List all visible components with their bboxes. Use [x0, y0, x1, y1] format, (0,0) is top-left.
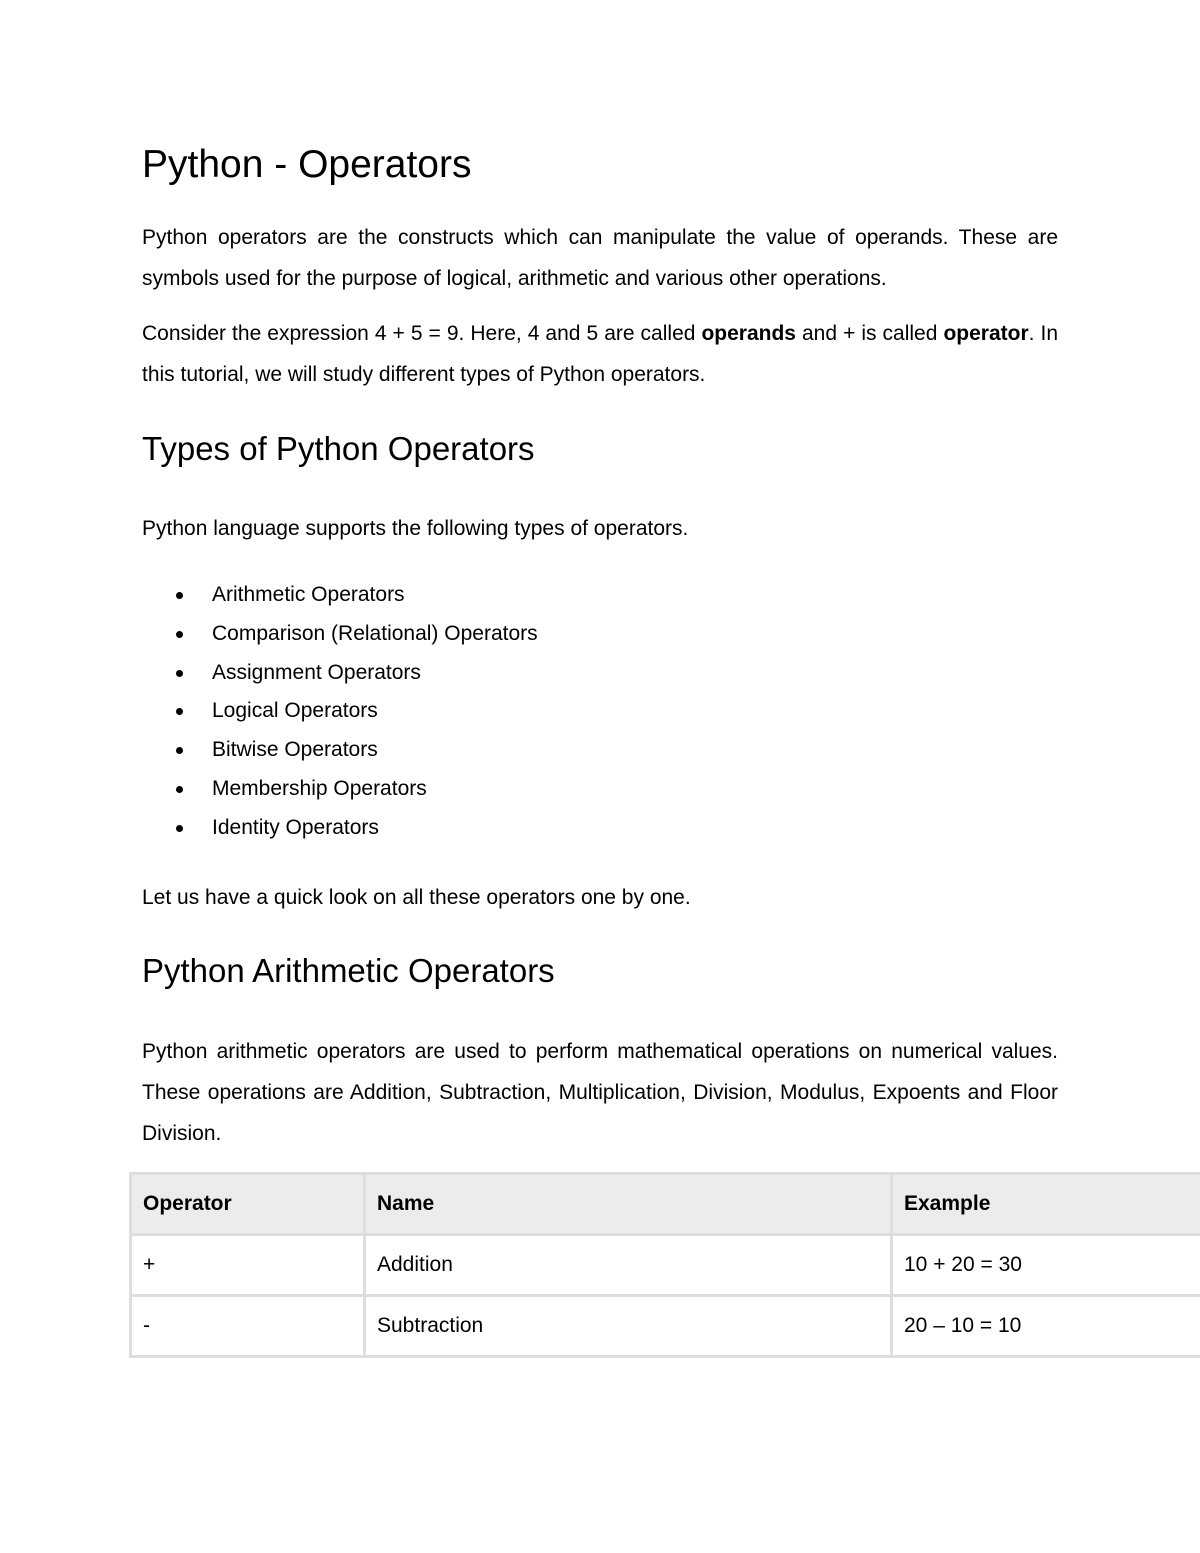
operands-paragraph [142, 313, 1058, 395]
table-header-row [131, 1174, 1200, 1235]
list-item-label: Membership Operators [212, 776, 427, 800]
operands-text-middle: and + is called [795, 322, 944, 345]
operator-types-list [142, 576, 538, 848]
bullet-icon [176, 825, 183, 832]
cell-operator: - [131, 1296, 365, 1357]
list-item-label: Assignment Operators [212, 660, 421, 684]
list-item-label: Bitwise Operators [212, 738, 378, 762]
list-item [142, 576, 538, 615]
operator-term: operator [943, 322, 1029, 345]
types-heading: Types of Python Operators [142, 430, 535, 467]
bullet-icon [176, 747, 183, 754]
page-title: Python - Operators [142, 143, 472, 186]
list-item [142, 770, 538, 809]
arithmetic-heading: Python Arithmetic Operators [142, 952, 555, 989]
column-header-name: Name [365, 1174, 892, 1235]
cell-operator: + [131, 1235, 365, 1296]
list-item-label: Identity Operators [212, 815, 379, 839]
types-outro: Let us have a quick look on all these operators one by one. [142, 886, 691, 909]
table-row [131, 1235, 1200, 1296]
intro-paragraph: Python operators are the constructs which can manipulate the value of operands. These are symbols used for the purpose of logical, arithmetic and various other operations. [142, 226, 1058, 290]
cell-name: Subtraction [365, 1296, 892, 1357]
arithmetic-operators-table [129, 1172, 1200, 1358]
bullet-icon [176, 670, 183, 677]
bullet-icon [176, 708, 183, 715]
list-item [142, 654, 538, 693]
arithmetic-description: Python arithmetic operators are used to perform mathematical operations on numerical values. These operations are Addition, Subtraction, Multiplication, Division, Modulus, Expoents and Floor Division. [142, 1040, 1058, 1145]
bullet-icon [176, 786, 183, 793]
list-item-label: Logical Operators [212, 699, 378, 723]
column-header-example: Example [892, 1174, 1200, 1235]
column-header-operator: Operator [131, 1174, 365, 1235]
list-item [142, 731, 538, 770]
list-item-label: Arithmetic Operators [212, 583, 405, 606]
table-row [131, 1296, 1200, 1357]
types-lead: Python language supports the following types of operators. [142, 517, 689, 540]
list-item-label: Comparison (Relational) Operators [212, 621, 538, 645]
bullet-icon [176, 592, 183, 599]
bullet-icon [176, 631, 183, 638]
cell-example: 20 – 10 = 10 [892, 1296, 1200, 1357]
operands-text-start: Consider the expression 4 + 5 = 9. Here, 4 and 5 are called [142, 322, 702, 345]
list-item [142, 615, 538, 654]
list-item [142, 692, 538, 731]
cell-example: 10 + 20 = 30 [892, 1235, 1200, 1296]
list-item [142, 809, 538, 848]
operands-text-end: . In this tutorial, we will study different types of Python operators. [142, 322, 1058, 386]
operands-term: operands [701, 322, 796, 345]
cell-name: Addition [365, 1235, 892, 1296]
